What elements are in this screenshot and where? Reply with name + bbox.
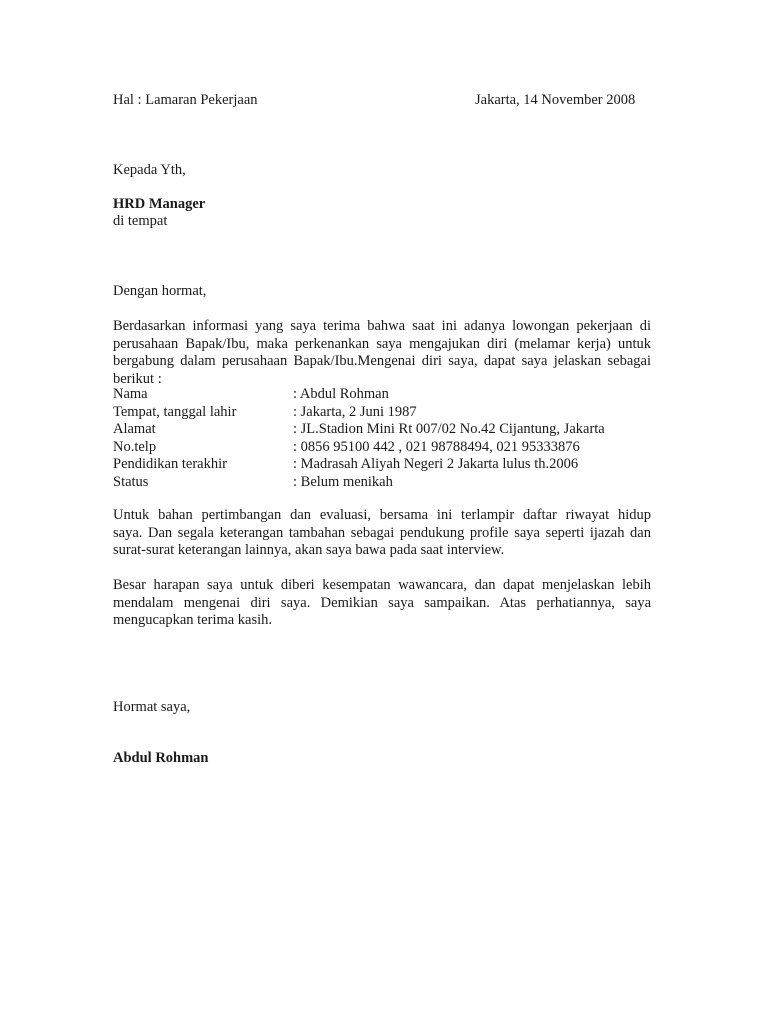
signoff-name: Abdul Rohman bbox=[113, 750, 209, 766]
detail-label: Alamat bbox=[113, 421, 156, 437]
consideration-line: saya. Dan segala keterangan tambahan sebagai pendukung profile saya seperti ijazah dan bbox=[113, 524, 651, 541]
letter-subject: Hal : Lamaran Pekerjaan bbox=[113, 92, 258, 108]
detail-value: : 0856 95100 442 , 021 98788494, 021 95333876 bbox=[293, 438, 580, 455]
consideration-line: surat-surat keterangan lainnya, akan saya bawa pada saat interview. bbox=[113, 542, 505, 558]
detail-value: : Jakarta, 2 Juni 1987 bbox=[293, 403, 417, 420]
closing-line: mendalam mengenai diri saya. Demikian saya sampaikan. Atas perhatiannya, saya bbox=[113, 594, 651, 611]
recipient-title: HRD Manager bbox=[113, 196, 206, 212]
closing-line: mengucapkan terima kasih. bbox=[113, 612, 273, 628]
closing-line: Besar harapan saya untuk diberi kesempatan wawancara, dan dapat menjelaskan lebih bbox=[113, 577, 651, 593]
intro-line: perusahaan Bapak/Ibu, maka perkenankan saya mengajukan diri (melamar kerja) untuk bbox=[113, 335, 651, 352]
detail-label: Tempat, tanggal lahir bbox=[113, 403, 237, 420]
recipient-greeting: Kepada Yth, bbox=[113, 162, 186, 178]
detail-label: Pendidikan terakhir bbox=[113, 456, 227, 472]
detail-value: : Abdul Rohman bbox=[293, 386, 389, 402]
intro-line: bergabung dalam perusahaan Bapak/Ibu.Mengenai diri saya, dapat saya jelaskan sebagai bbox=[113, 353, 651, 369]
signoff-closing: Hormat saya, bbox=[113, 699, 191, 715]
consideration-paragraph bbox=[113, 507, 651, 560]
recipient-place: di tempat bbox=[113, 213, 168, 229]
salutation: Dengan hormat, bbox=[113, 283, 207, 299]
detail-value: : Belum menikah bbox=[293, 473, 393, 490]
detail-value: : Madrasah Aliyah Negeri 2 Jakarta lulus th.2006 bbox=[293, 456, 579, 472]
detail-label: Status bbox=[113, 473, 149, 490]
detail-label: Nama bbox=[113, 386, 148, 402]
detail-value: : JL.Stadion Mini Rt 007/02 No.42 Cijantung, Jakarta bbox=[293, 421, 605, 437]
intro-line: Berdasarkan informasi yang saya terima bahwa saat ini adanya lowongan pekerjaan di bbox=[113, 318, 651, 334]
consideration-line: Untuk bahan pertimbangan dan evaluasi, bersama ini terlampir daftar riwayat hidup bbox=[113, 507, 651, 523]
intro-paragraph bbox=[113, 318, 651, 388]
letter-date: Jakarta, 14 November 2008 bbox=[475, 92, 636, 108]
intro-line: berikut : bbox=[113, 370, 162, 387]
closing-paragraph bbox=[113, 577, 651, 630]
detail-label: No.telp bbox=[113, 438, 157, 455]
